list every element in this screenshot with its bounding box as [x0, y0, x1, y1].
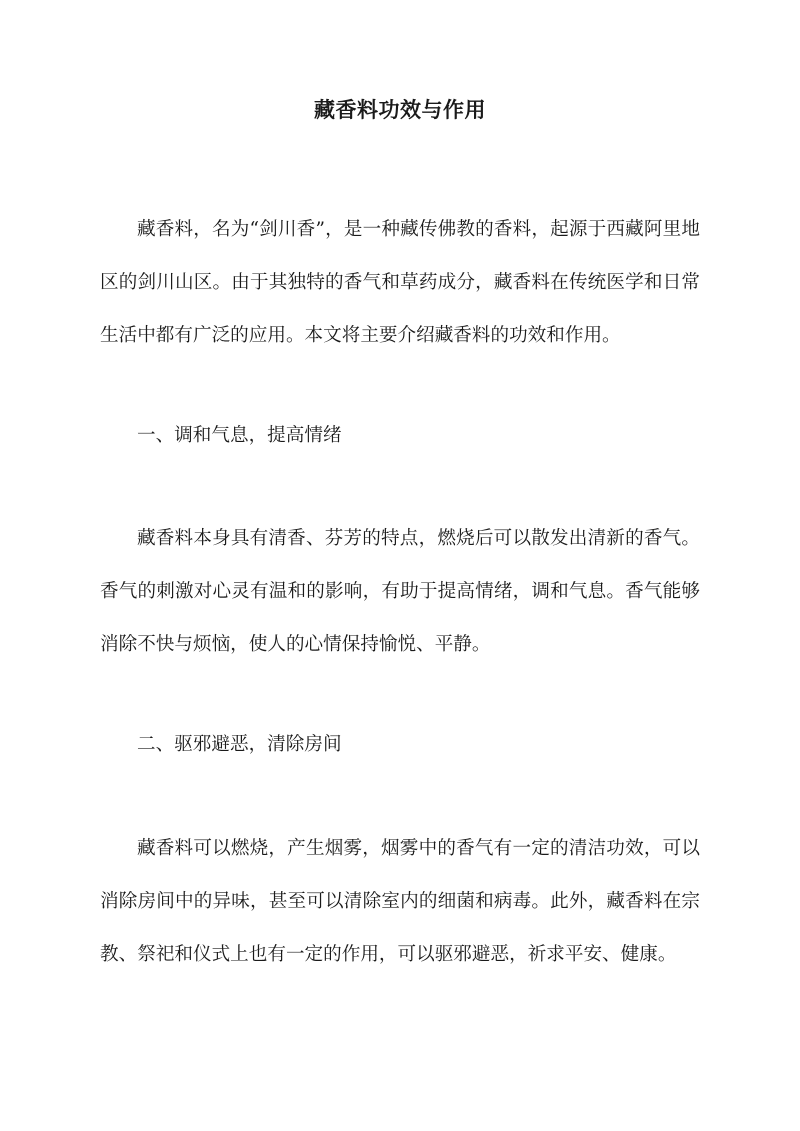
document-title: 藏香料功效与作用	[314, 97, 486, 122]
section-2-body: 藏香料可以燃烧，产生烟雾，烟雾中的香气有一定的清洁功效，可以消除房间中的异味，甚至可以清除室内的细菌和病毒。此外，藏香料在宗教、祭祀和仪式上也有一定的作用，可以驱邪避恶，祈求平安、健康。	[100, 838, 700, 965]
section-1-heading: 一、调和气息，提高情绪	[137, 425, 342, 446]
section-2-heading: 二、驱邪避恶，清除房间	[137, 734, 342, 755]
intro-paragraph: 藏香料，名为“剑川香”，是一种藏传佛教的香料，起源于西藏阿里地区的剑川山区。由于其独特的香气和草药成分，藏香料在传统医学和日常生活中都有广泛的应用。本文将主要介绍藏香料的功效和作用。	[100, 219, 700, 346]
section-1-body: 藏香料本身具有清香、芬芳的特点，燃烧后可以散发出清新的香气。香气的刺激对心灵有温和的影响，有助于提高情绪，调和气息。香气能够消除不快与烦恼，使人的心情保持愉悦、平静。	[100, 528, 700, 655]
